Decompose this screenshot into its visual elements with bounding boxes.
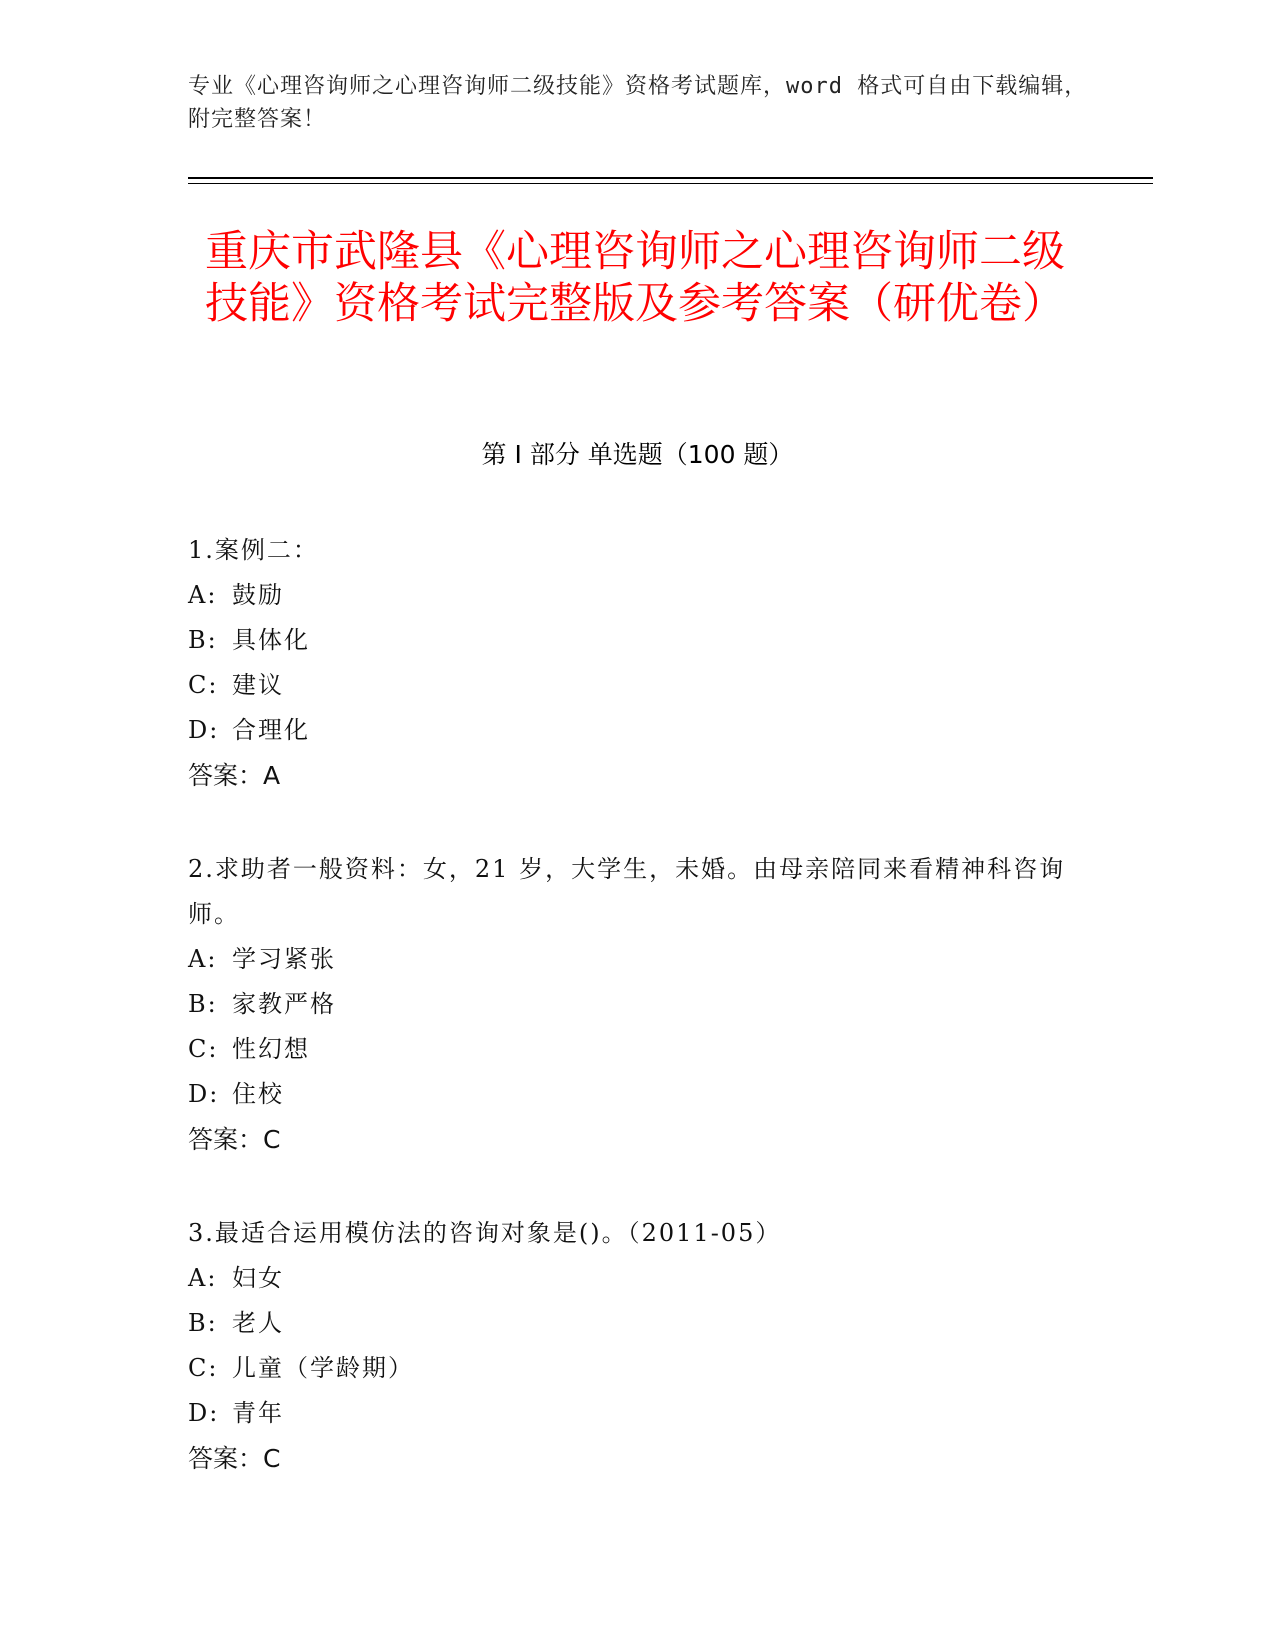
option-d [188, 708, 1068, 753]
option-letter: B: [188, 1309, 218, 1337]
section-heading: 第 I 部分 单选题（100 题） [481, 440, 794, 469]
option-text: 住校 [232, 1080, 284, 1108]
option-letter: D: [188, 1080, 220, 1108]
option-text: 建议 [232, 671, 284, 699]
option-text: 鼓励 [232, 581, 284, 609]
option-b [188, 618, 1068, 663]
option-letter: C: [188, 671, 219, 699]
option-b [188, 982, 1068, 1027]
option-text: 合理化 [232, 716, 310, 744]
option-text: 儿童（学龄期） [232, 1354, 414, 1382]
option-letter: D: [188, 716, 220, 744]
option-a [188, 937, 1068, 982]
answer-line: 答案：C [188, 1125, 281, 1154]
option-letter: C: [188, 1354, 219, 1382]
option-text: 家教严格 [232, 990, 336, 1018]
question-list [188, 528, 1068, 1530]
option-text: 学习紧张 [232, 945, 336, 973]
option-b [188, 1301, 1068, 1346]
option-text: 老人 [232, 1309, 284, 1337]
option-letter: B: [188, 626, 218, 654]
question-stem: 3.最适合运用模仿法的咨询对象是()。（2011-05） [188, 1219, 782, 1247]
option-letter: A: [188, 1264, 218, 1292]
option-letter: A: [188, 945, 218, 973]
header-note: 专业《心理咨询师之心理咨询师二级技能》资格考试题库，word 格式可自由下载编辑，附完整答案！ [188, 74, 1088, 132]
question-item [188, 847, 1068, 1162]
option-c [188, 663, 1068, 708]
question-item [188, 528, 1068, 798]
answer-line: 答案：A [188, 761, 281, 790]
option-letter: B: [188, 990, 218, 1018]
header-divider-thin [188, 183, 1153, 184]
option-a [188, 573, 1068, 618]
question-stem: 1.案例二： [188, 536, 319, 564]
header-divider-thick [188, 177, 1153, 179]
option-letter: C: [188, 1035, 219, 1063]
option-text: 具体化 [232, 626, 310, 654]
option-letter: D: [188, 1399, 220, 1427]
option-a [188, 1256, 1068, 1301]
option-text: 性幻想 [232, 1035, 310, 1063]
option-text: 青年 [232, 1399, 284, 1427]
question-item [188, 1211, 1068, 1481]
option-d [188, 1072, 1068, 1117]
option-d [188, 1391, 1068, 1436]
option-letter: A: [188, 581, 218, 609]
option-c [188, 1027, 1068, 1072]
option-text: 妇女 [232, 1264, 284, 1292]
answer-line: 答案：C [188, 1444, 281, 1473]
question-stem: 2.求助者一般资料：女，21 岁，大学生，未婚。由母亲陪同来看精神科咨询师。 [188, 855, 1066, 928]
document-title: 重庆市武隆县《心理咨询师之心理咨询师二级技能》资格考试完整版及参考答案（研优卷） [205, 227, 1065, 329]
option-c [188, 1346, 1068, 1391]
